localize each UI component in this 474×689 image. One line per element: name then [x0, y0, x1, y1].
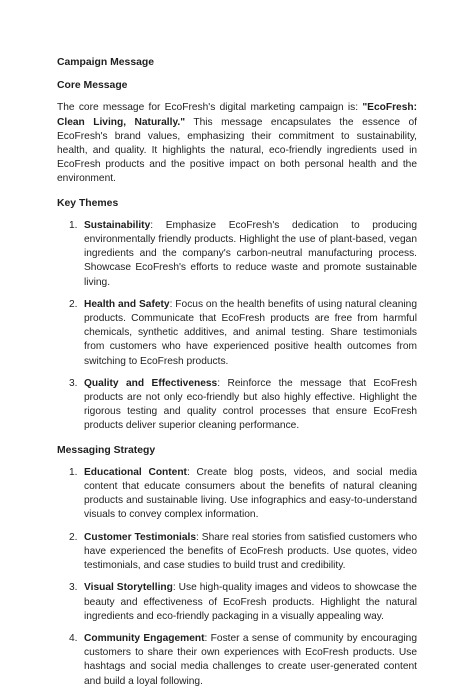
core-message-paragraph — [57, 101, 417, 186]
document-title: Campaign Message — [57, 57, 155, 68]
list-item — [57, 298, 417, 369]
core-message-intro: The core message for EcoFresh's digital marketing campaign is: — [57, 102, 363, 114]
list-number: 2. — [69, 531, 78, 543]
list-item — [57, 531, 417, 574]
list-item-text: : Foster a sense of community by encouraging customers to share their own experiences with EcoFresh products. Use hashtags and social media challenges to create user-generated content and build a loyal following. — [84, 632, 418, 687]
list-item-label: Educational Content — [84, 466, 187, 478]
list-number: 3. — [69, 582, 78, 594]
list-item-text: : Use high-quality images and videos to showcase the beauty and effectiveness of EcoFresh products. Highlight the natural ingredients and eco-friendly packaging in a visually appealing way. — [84, 582, 417, 622]
list-item-label: Health and Safety — [84, 298, 170, 310]
list-item — [57, 581, 417, 624]
list-item-text: : Focus on the health benefits of using natural cleaning products. Communicate that EcoFresh products are free from harmful chemicals, synthetic additives, and animal testing. Share testimonials from customers who have experienced positive health outcomes from switching to EcoFresh products. — [84, 298, 417, 367]
core-message-body: This message encapsulates the essence of EcoFresh's brand values, emphasizing their commitment to sustainability, health, and quality. It highlights the natural, eco-friendly ingredients used in EcoFresh products and the positive impact on both personal health and the environment. — [57, 116, 417, 185]
list-number: 1. — [69, 466, 78, 478]
list-item-label: Quality and Effectiveness — [84, 377, 218, 389]
list-item — [57, 466, 417, 523]
list-item-text: : Reinforce the message that EcoFresh products are not only eco-friendly but also highly effective. Highlight the rigorous testing and quality control processes that ensure EcoFresh products deliver superior cleaning performance. — [84, 377, 417, 432]
campaign-slogan: "EcoFresh: Clean Living, Naturally." — [57, 102, 417, 128]
list-item — [57, 219, 417, 290]
messaging-strategy-list — [57, 466, 417, 689]
list-number: 1. — [69, 219, 78, 231]
list-item — [57, 377, 417, 434]
list-item — [57, 632, 417, 689]
list-item-text: : Create blog posts, videos, and social media content that educate consumers about the benefits of natural cleaning products and sustainable living. Use infographics and easy-to-understand visuals to convey complex information. — [84, 466, 417, 521]
list-number: 3. — [69, 377, 78, 389]
messaging-strategy-heading: Messaging Strategy — [57, 444, 156, 456]
list-item-text: : Share real stories from satisfied customers who have experienced the benefits of EcoFresh products. Use quotes, video testimonials, and case studies to build trust and credibility. — [84, 531, 417, 572]
list-number: 2. — [69, 298, 78, 310]
list-item-label: Visual Storytelling — [84, 582, 173, 594]
list-item-label: Customer Testimonials — [84, 531, 197, 543]
list-number: 4. — [69, 632, 78, 644]
list-item-text: : Emphasize EcoFresh's dedication to producing environmentally friendly products. Highlight the use of plant-based, vegan ingredients and the company's carbon-neutral manufacturing process. Showcase EcoFresh's efforts to reduce waste and promote sustainable living. — [84, 219, 417, 288]
list-item-label: Community Engagement — [84, 632, 205, 644]
key-themes-list — [57, 219, 417, 434]
key-themes-heading: Key Themes — [57, 197, 119, 209]
list-item-label: Sustainability — [84, 219, 151, 231]
core-message-heading: Core Message — [57, 80, 128, 92]
